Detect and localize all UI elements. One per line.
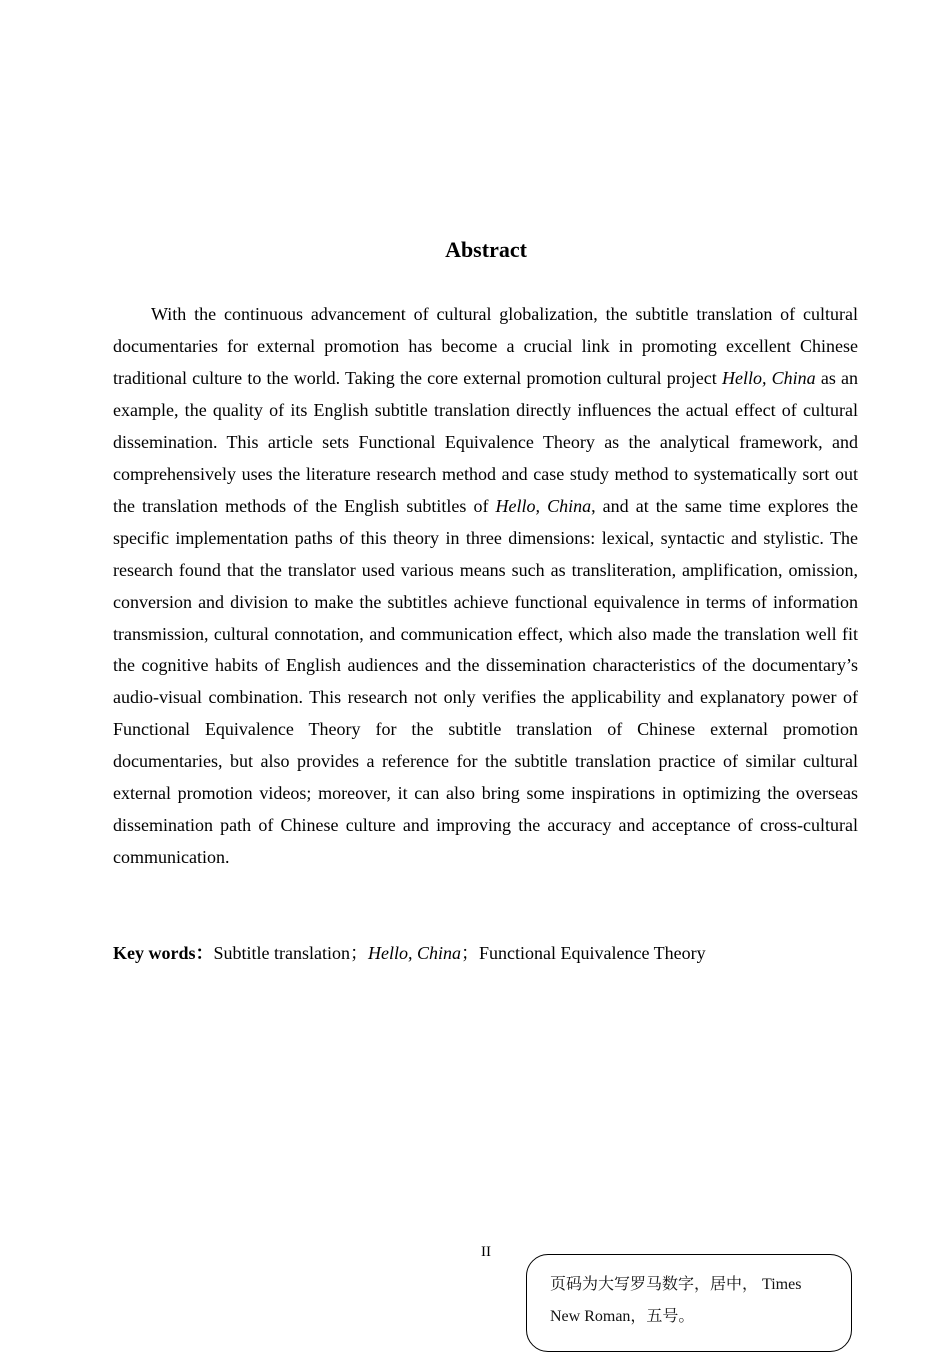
keyword-1: Subtitle translation bbox=[213, 943, 350, 963]
keywords-label: Key words： bbox=[113, 943, 214, 963]
abstract-italic-title-1: Hello, China bbox=[721, 367, 816, 388]
keyword-2: Hello, China bbox=[368, 943, 461, 963]
keyword-separator-2: ； bbox=[461, 943, 479, 963]
comment-callout[interactable] bbox=[526, 1254, 852, 1352]
keywords-line bbox=[113, 938, 858, 969]
comment-line-2: New Roman，五号。 bbox=[550, 1308, 695, 1325]
keyword-3: Functional Equivalence Theory bbox=[479, 943, 706, 963]
keyword-separator-1: ； bbox=[350, 943, 368, 963]
abstract-text-part-2: as an example, the quality of its English subtitle translation directly influences the actual effect of cultural dissemination. This article sets Functional Equivalence Theory as the analytical framework, and comprehensively uses the literature research method and case study method to systematically sort out the translation methods of the English subtitles of bbox=[113, 367, 858, 516]
comment-line-1: 页码为大写罗马数字，居中， Times bbox=[550, 1276, 802, 1293]
page-number: II bbox=[481, 1244, 491, 1260]
abstract-italic-title-2: Hello, China bbox=[495, 495, 592, 516]
abstract-text-part-1: With the continuous advancement of cultural globalization, the subtitle translation of cultural documentaries for external promotion has become a crucial link in promoting excellent Chinese traditional culture to the world. Taking the core external promotion cultural project bbox=[113, 304, 858, 388]
abstract-body bbox=[113, 299, 858, 874]
abstract-text-part-3: , and at the same time explores the specific implementation paths of this theory in three dimensions: lexical, syntactic and stylistic. The research found that the translator used various means such as transliteration, amplification, omission, conversion and division to make the subtitles achieve functional equivalence in terms of information transmission, cultural connotation, and communication effect, which also made the translation well fit the cognitive habits of English audiences and the dissemination characteristics of the documentary’s audio-visual combination. This research not only verifies the applicability and explanatory power of Functional Equivalence Theory for the subtitle translation of Chinese external promotion documentaries, but also provides a reference for the subtitle translation practice of similar cultural external promotion videos; moreover, it can also bring some inspirations in optimizing the overseas dissemination path of Chinese culture and improving the accuracy and acceptance of cross-cultural communication. bbox=[113, 495, 859, 868]
abstract-title: Abstract bbox=[445, 237, 527, 262]
